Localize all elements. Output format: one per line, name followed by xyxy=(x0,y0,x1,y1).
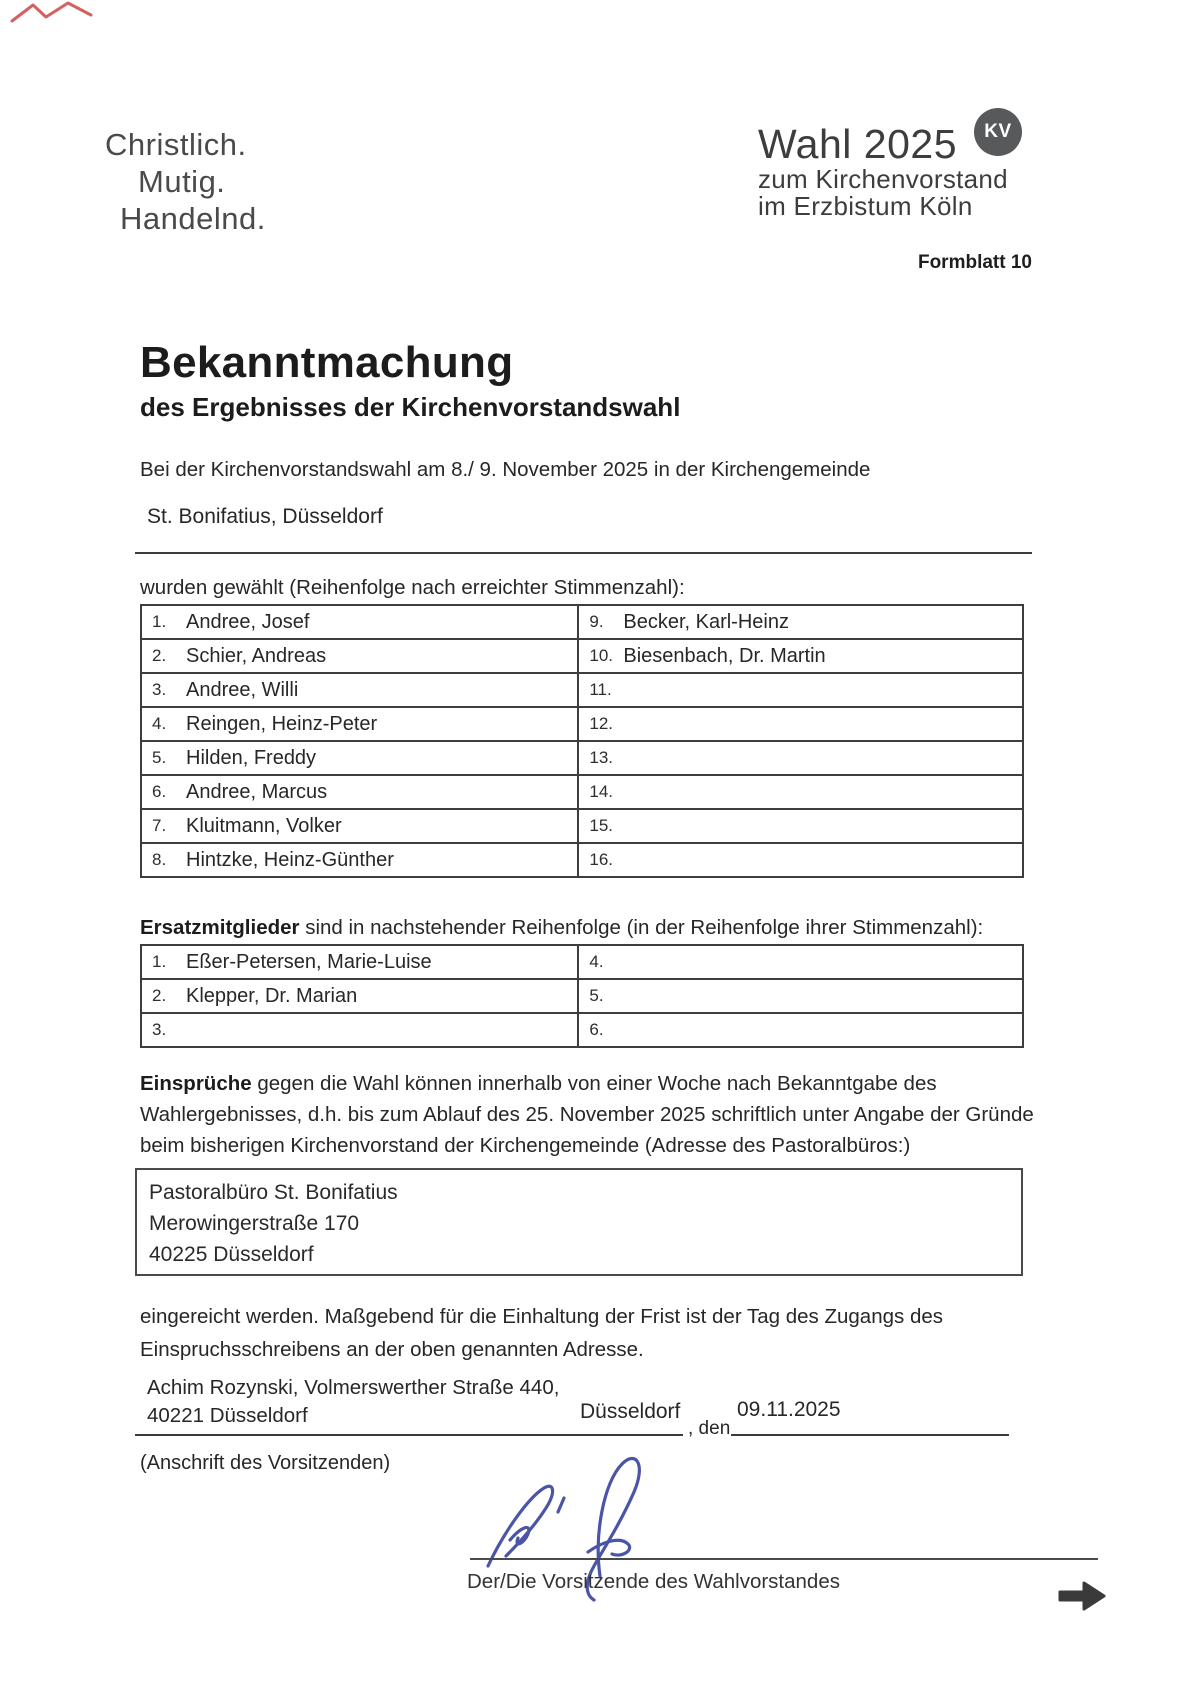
arrow-right-icon xyxy=(1058,1580,1106,1612)
elected-name: Schier, Andreas xyxy=(186,644,327,667)
elected-table xyxy=(140,604,1024,878)
rank-number: 5. xyxy=(152,748,167,767)
table-row xyxy=(142,1014,1022,1046)
signature-line xyxy=(470,1524,1098,1560)
parish-name: St. Bonifatius, Düsseldorf xyxy=(147,505,383,528)
elected-name: Andree, Marcus xyxy=(186,780,328,803)
rank-number: 2. xyxy=(152,986,167,1005)
elected-name: Reingen, Heinz-Peter xyxy=(186,712,378,735)
table-row xyxy=(142,606,1022,640)
elected-name: Hintzke, Heinz-Günther xyxy=(186,848,394,871)
date-value: 09.11.2025 xyxy=(737,1398,841,1421)
rank-number: 13. xyxy=(589,748,613,767)
logo-line: Handelnd. xyxy=(120,201,266,236)
address-fill-line xyxy=(135,1400,683,1436)
rank-number: 2. xyxy=(152,646,167,665)
pen-mark-icon xyxy=(6,0,98,24)
elected-name: Biesenbach, Dr. Martin xyxy=(623,644,826,667)
elected-name: Kluitmann, Volker xyxy=(186,814,342,837)
form-number-label: Formblatt 10 xyxy=(917,252,1032,273)
elected-name: Becker, Karl-Heinz xyxy=(623,610,789,633)
chairman-address-line2: 40221 Düsseldorf xyxy=(147,1404,308,1427)
objection-text: gegen die Wahl können innerhalb von einer Woche nach Bekanntgabe des Wahlergebnisses, d.h. bis zum Ablauf des 25. November 2025 schriftlich unter Angabe der Gründe beim bisherigen Kirchenvorstand der Kirchengemeinde (Adresse des Pastoralbüros:) xyxy=(140,1072,1034,1157)
substitutes-heading-bold: Ersatzmitglieder xyxy=(140,916,300,939)
logo-line: Mutig. xyxy=(138,164,226,199)
substitutes-heading xyxy=(140,916,983,940)
table-row xyxy=(142,946,1022,980)
table-row xyxy=(142,776,1022,810)
intro-text: Bei der Kirchenvorstandswahl am 8./ 9. November 2025 in der Kirchengemeinde xyxy=(140,458,871,481)
kv-badge-label: KV xyxy=(984,121,1012,142)
rank-number: 6. xyxy=(589,1020,604,1039)
substitute-name: Klepper, Dr. Marian xyxy=(186,984,358,1007)
elected-heading: wurden gewählt (Reihenfolge nach erreichter Stimmenzahl): xyxy=(140,576,685,599)
rank-number: 14. xyxy=(589,782,613,801)
substitutes-heading-rest: sind in nachstehender Reihenfolge (in der Reihenfolge ihrer Stimmenzahl): xyxy=(299,916,984,939)
rank-number: 8. xyxy=(152,850,167,869)
rank-number: 10. xyxy=(589,646,613,665)
elected-name: Andree, Josef xyxy=(186,610,310,633)
elected-name: Hilden, Freddy xyxy=(186,746,317,769)
campaign-logo xyxy=(100,126,266,237)
masthead-subtitle: im Erzbistum Köln xyxy=(758,191,973,221)
table-row xyxy=(142,844,1022,876)
table-row xyxy=(142,742,1022,776)
table-row xyxy=(142,708,1022,742)
rank-number: 7. xyxy=(152,816,167,835)
substitutes-table xyxy=(140,944,1024,1048)
masthead xyxy=(758,122,1008,220)
place-value: Düsseldorf xyxy=(580,1400,681,1423)
substitute-name: Eßer-Petersen, Marie-Luise xyxy=(186,950,432,973)
address-caption: (Anschrift des Vorsitzenden) xyxy=(140,1452,391,1474)
rank-number: 3. xyxy=(152,1020,167,1039)
rank-number: 4. xyxy=(152,714,167,733)
objection-paragraph xyxy=(140,1068,1037,1161)
rank-number: 15. xyxy=(589,816,613,835)
page-subtitle: des Ergebnisses der Kirchenvorstandswahl xyxy=(140,392,681,422)
kv-badge-icon xyxy=(974,108,1022,156)
chairman-address-line1: Achim Rozynski, Volmerswerther Straße 440, xyxy=(147,1376,560,1399)
page-title: Bekanntmachung xyxy=(140,338,514,387)
rank-number: 9. xyxy=(589,612,604,631)
rank-number: 6. xyxy=(152,782,167,801)
table-row xyxy=(142,674,1022,708)
office-address-box xyxy=(135,1168,1023,1276)
office-address-line: Pastoralbüro St. Bonifatius xyxy=(149,1181,398,1204)
submission-note: eingereicht werden. Maßgebend für die Einhaltung der Frist ist der Tag des Zugangs des Einspruchsschreibens an der oben genannten Adresse. xyxy=(140,1305,944,1361)
elected-name: Andree, Willi xyxy=(186,678,299,701)
office-address-line: Merowingerstraße 170 xyxy=(149,1212,360,1235)
rank-number: 1. xyxy=(152,952,167,971)
masthead-title: Wahl 2025 xyxy=(758,121,957,167)
rank-number: 12. xyxy=(589,714,613,733)
table-row xyxy=(142,810,1022,844)
date-fill-line xyxy=(731,1400,1009,1436)
rank-number: 5. xyxy=(589,986,604,1005)
logo-line: Christlich. xyxy=(105,127,247,162)
rank-number: 3. xyxy=(152,680,167,699)
office-address-line: 40225 Düsseldorf xyxy=(149,1243,314,1266)
objection-lead-bold: Einsprüche xyxy=(140,1072,252,1095)
table-row xyxy=(142,980,1022,1014)
masthead-subtitle: zum Kirchenvorstand xyxy=(758,164,1008,194)
signature-caption: Der/Die Vorsitzende des Wahlvorstandes xyxy=(467,1570,840,1593)
rank-number: 16. xyxy=(589,850,613,869)
rank-number: 1. xyxy=(152,612,167,631)
den-label: , den xyxy=(688,1418,731,1439)
rank-number: 11. xyxy=(589,680,612,699)
rank-number: 4. xyxy=(589,952,604,971)
table-row xyxy=(142,640,1022,674)
